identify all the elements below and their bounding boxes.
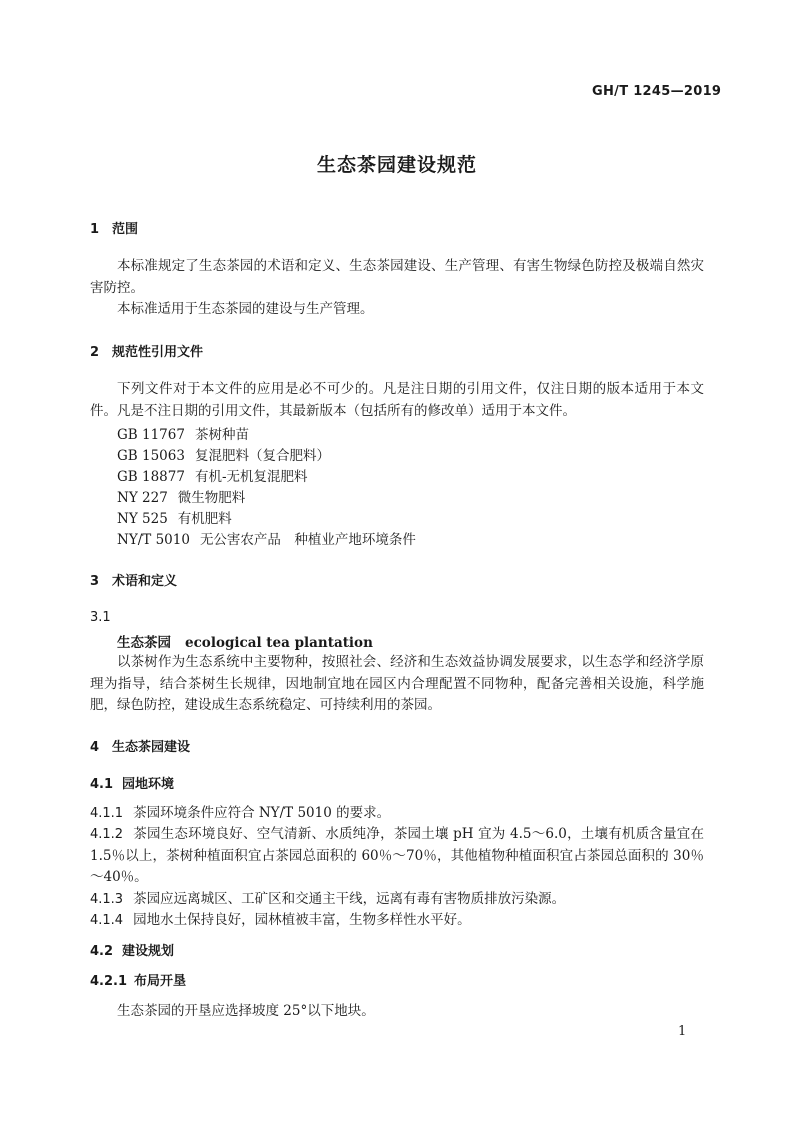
section-title: 范围	[112, 222, 139, 237]
page-title: 生态茶园建设规范	[316, 154, 477, 176]
reference-item	[117, 507, 232, 527]
section-title: 生态茶园建设	[112, 740, 191, 755]
reference-code: GB 15063	[117, 448, 185, 464]
page-number: 1	[678, 1024, 687, 1039]
clause-number: 4.1.1	[90, 806, 124, 821]
section-number: 2	[90, 345, 100, 360]
section-title: 规范性引用文件	[112, 345, 204, 360]
subsection-title: 园地环境	[122, 777, 175, 792]
clause-number: 4.1.2	[90, 827, 124, 842]
clause-number: 4.1.4	[90, 913, 124, 928]
subsection-title: 布局开垦	[134, 974, 187, 989]
clause-4-1-4	[90, 910, 704, 932]
clause-4-1-1	[90, 803, 704, 825]
clause-text: 茶园应远离城区、工矿区和交通主干线，远离有毒有害物质排放污染源。	[133, 891, 566, 907]
clause-text: 茶园生态环境良好、空气清新、水质纯净，茶园土壤 pH 宜为 4.5～6.0，土壤有机质含量宜在 1.5％以上，茶树种植面积宜占茶园总面积的 60％～70％，其他植物种植面积宜占茶园总面积的 30％～40％。	[90, 826, 704, 885]
reference-code: GB 18877	[117, 469, 185, 485]
subsection-title: 建设规划	[122, 944, 175, 959]
section-number: 3	[90, 574, 100, 589]
term-definition: 以茶树作为生态系统中主要物种，按照社会、经济和生态效益协调发展要求，以生态学和经济学原理为指导，结合茶树生长规律，因地制宜地在园区内合理配置不同物种，配备完善相关设施，科学施肥，绿色防控，建设成生态系统稳定、可持续利用的茶园。	[90, 654, 704, 713]
section-4-2-1-paragraph: 生态茶园的开垦应选择坡度 25°以下地块。	[117, 1003, 375, 1019]
reference-item	[117, 423, 249, 443]
subsection-number: 4.2.1	[90, 974, 128, 989]
subsection-number: 4.2	[90, 944, 114, 959]
section-4-heading	[90, 736, 190, 755]
reference-code: GB 11767	[117, 427, 185, 443]
section-1-paragraph-1: 本标准规定了生态茶园的术语和定义、生态茶园建设、生产管理、有害生物绿色防控及极端自然灾害防控。	[90, 258, 704, 296]
subsection-4-2-heading	[90, 940, 174, 959]
reference-code: NY 525	[117, 511, 168, 527]
clause-text: 茶园环境条件应符合 NY/T 5010 的要求。	[133, 805, 391, 821]
term-number: 3.1	[90, 610, 111, 625]
reference-name: 茶树种苗	[194, 427, 249, 443]
term-english: ecological tea plantation	[185, 635, 373, 651]
clause-4-1-3	[90, 889, 704, 911]
reference-item	[117, 528, 416, 548]
section-3-heading	[90, 570, 177, 589]
reference-name: 有机-无机复混肥料	[194, 469, 308, 485]
term-chinese: 生态茶园	[117, 635, 171, 651]
reference-name: 有机肥料	[177, 511, 232, 527]
clause-number: 4.1.3	[90, 892, 124, 907]
subsection-number: 4.1	[90, 777, 114, 792]
subsection-4-2-1-heading	[90, 970, 186, 989]
reference-code: NY 227	[117, 490, 168, 506]
reference-item	[117, 444, 330, 464]
section-number: 4	[90, 740, 100, 755]
clause-4-1-2	[90, 824, 704, 889]
reference-code: NY/T 5010	[117, 532, 190, 548]
term-entry	[117, 631, 373, 651]
clause-text: 园地水土保持良好，园林植被丰富，生物多样性水平好。	[133, 912, 471, 928]
section-2-paragraph-1: 下列文件对于本文件的应用是必不可少的。凡是注日期的引用文件，仅注日期的版本适用于本文件。凡是不注日期的引用文件，其最新版本（包括所有的修改单）适用于本文件。	[90, 381, 704, 419]
section-1-paragraph-2: 本标准适用于生态茶园的建设与生产管理。	[117, 301, 374, 317]
reference-item	[117, 486, 245, 506]
standard-number: GH/T 1245—2019	[592, 84, 722, 99]
section-2-heading	[90, 341, 203, 360]
reference-name: 微生物肥料	[177, 490, 246, 506]
section-title: 术语和定义	[112, 574, 178, 589]
section-number: 1	[90, 222, 100, 237]
section-1-heading	[90, 218, 138, 237]
reference-name: 无公害农产品 种植业产地环境条件	[199, 532, 416, 548]
reference-name: 复混肥料（复合肥料）	[194, 448, 330, 464]
subsection-4-1-heading	[90, 773, 174, 792]
reference-item	[117, 465, 308, 485]
